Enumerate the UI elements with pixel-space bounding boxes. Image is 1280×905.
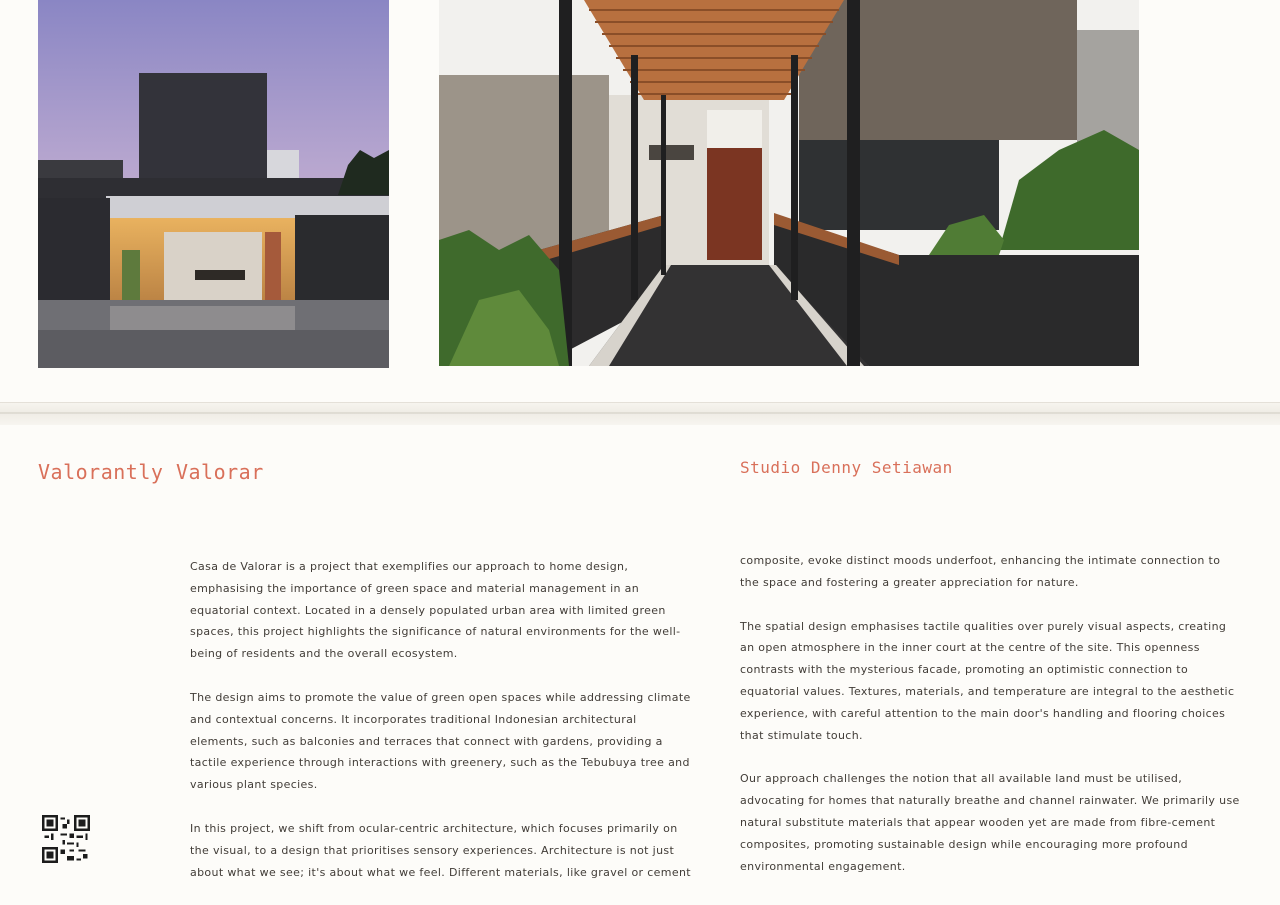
fold-crease — [0, 412, 1280, 414]
body-paragraph: The spatial design emphasises tactile qualities over purely visual aspects, creating an open atmosphere in the inner court at the centre of the site. This openness contrasts with the mysterious facade, promoting an optimistic connection to equatorial values. Textures, materials, and temperature are integral to the aesthetic experience, with careful attention to the main door's handling and flooring choices that stimulate touch. — [740, 619, 1235, 742]
left-text-column — [190, 556, 695, 905]
body-paragraph: Casa de Valorar is a project that exemplifies our approach to home design, emphasising the importance of green space and material management in an equatorial context. Located in a densely populated urban area with limited green spaces, this project highlights the significance of natural environments for the well-being of residents and the overall ecosystem. — [190, 560, 681, 661]
right-text-column — [740, 550, 1240, 899]
body-paragraph: composite, evoke distinct moods underfoot, enhancing the intimate connection to the space and fostering a greater appreciation for nature. — [740, 554, 1221, 589]
house-facade-photo — [38, 0, 389, 368]
studio-name: Studio Denny Setiawan — [740, 458, 953, 477]
article-title: Valorantly Valorar — [38, 460, 264, 484]
body-paragraph: Our approach challenges the notion that all available land must be utilised, advocating for homes that naturally breathe and channel rainwater. We primarily use natural substitute materials that appear wooden yet are made from fibre-cement composites, promoting sustainable design while encouraging more profound environmental engagement. — [740, 772, 1240, 873]
body-paragraph: In this project, we shift from ocular-centric architecture, which focuses primarily on the visual, to a design that prioritises sensory experiences. Architecture is not just about what we see; it's about what we feel. Different materials, like gravel or cement — [190, 821, 691, 879]
qr-code-icon — [42, 815, 90, 863]
body-paragraph: The design aims to promote the value of green open spaces while addressing climate and contextual concerns. It incorporates traditional Indonesian architectural elements, such as balconies and terraces that connect with gardens, providing a tactile experience through interactions with greenery, such as the Tebubuya tree and various plant species. — [190, 690, 691, 792]
walkway-pergola-photo — [439, 0, 1139, 366]
